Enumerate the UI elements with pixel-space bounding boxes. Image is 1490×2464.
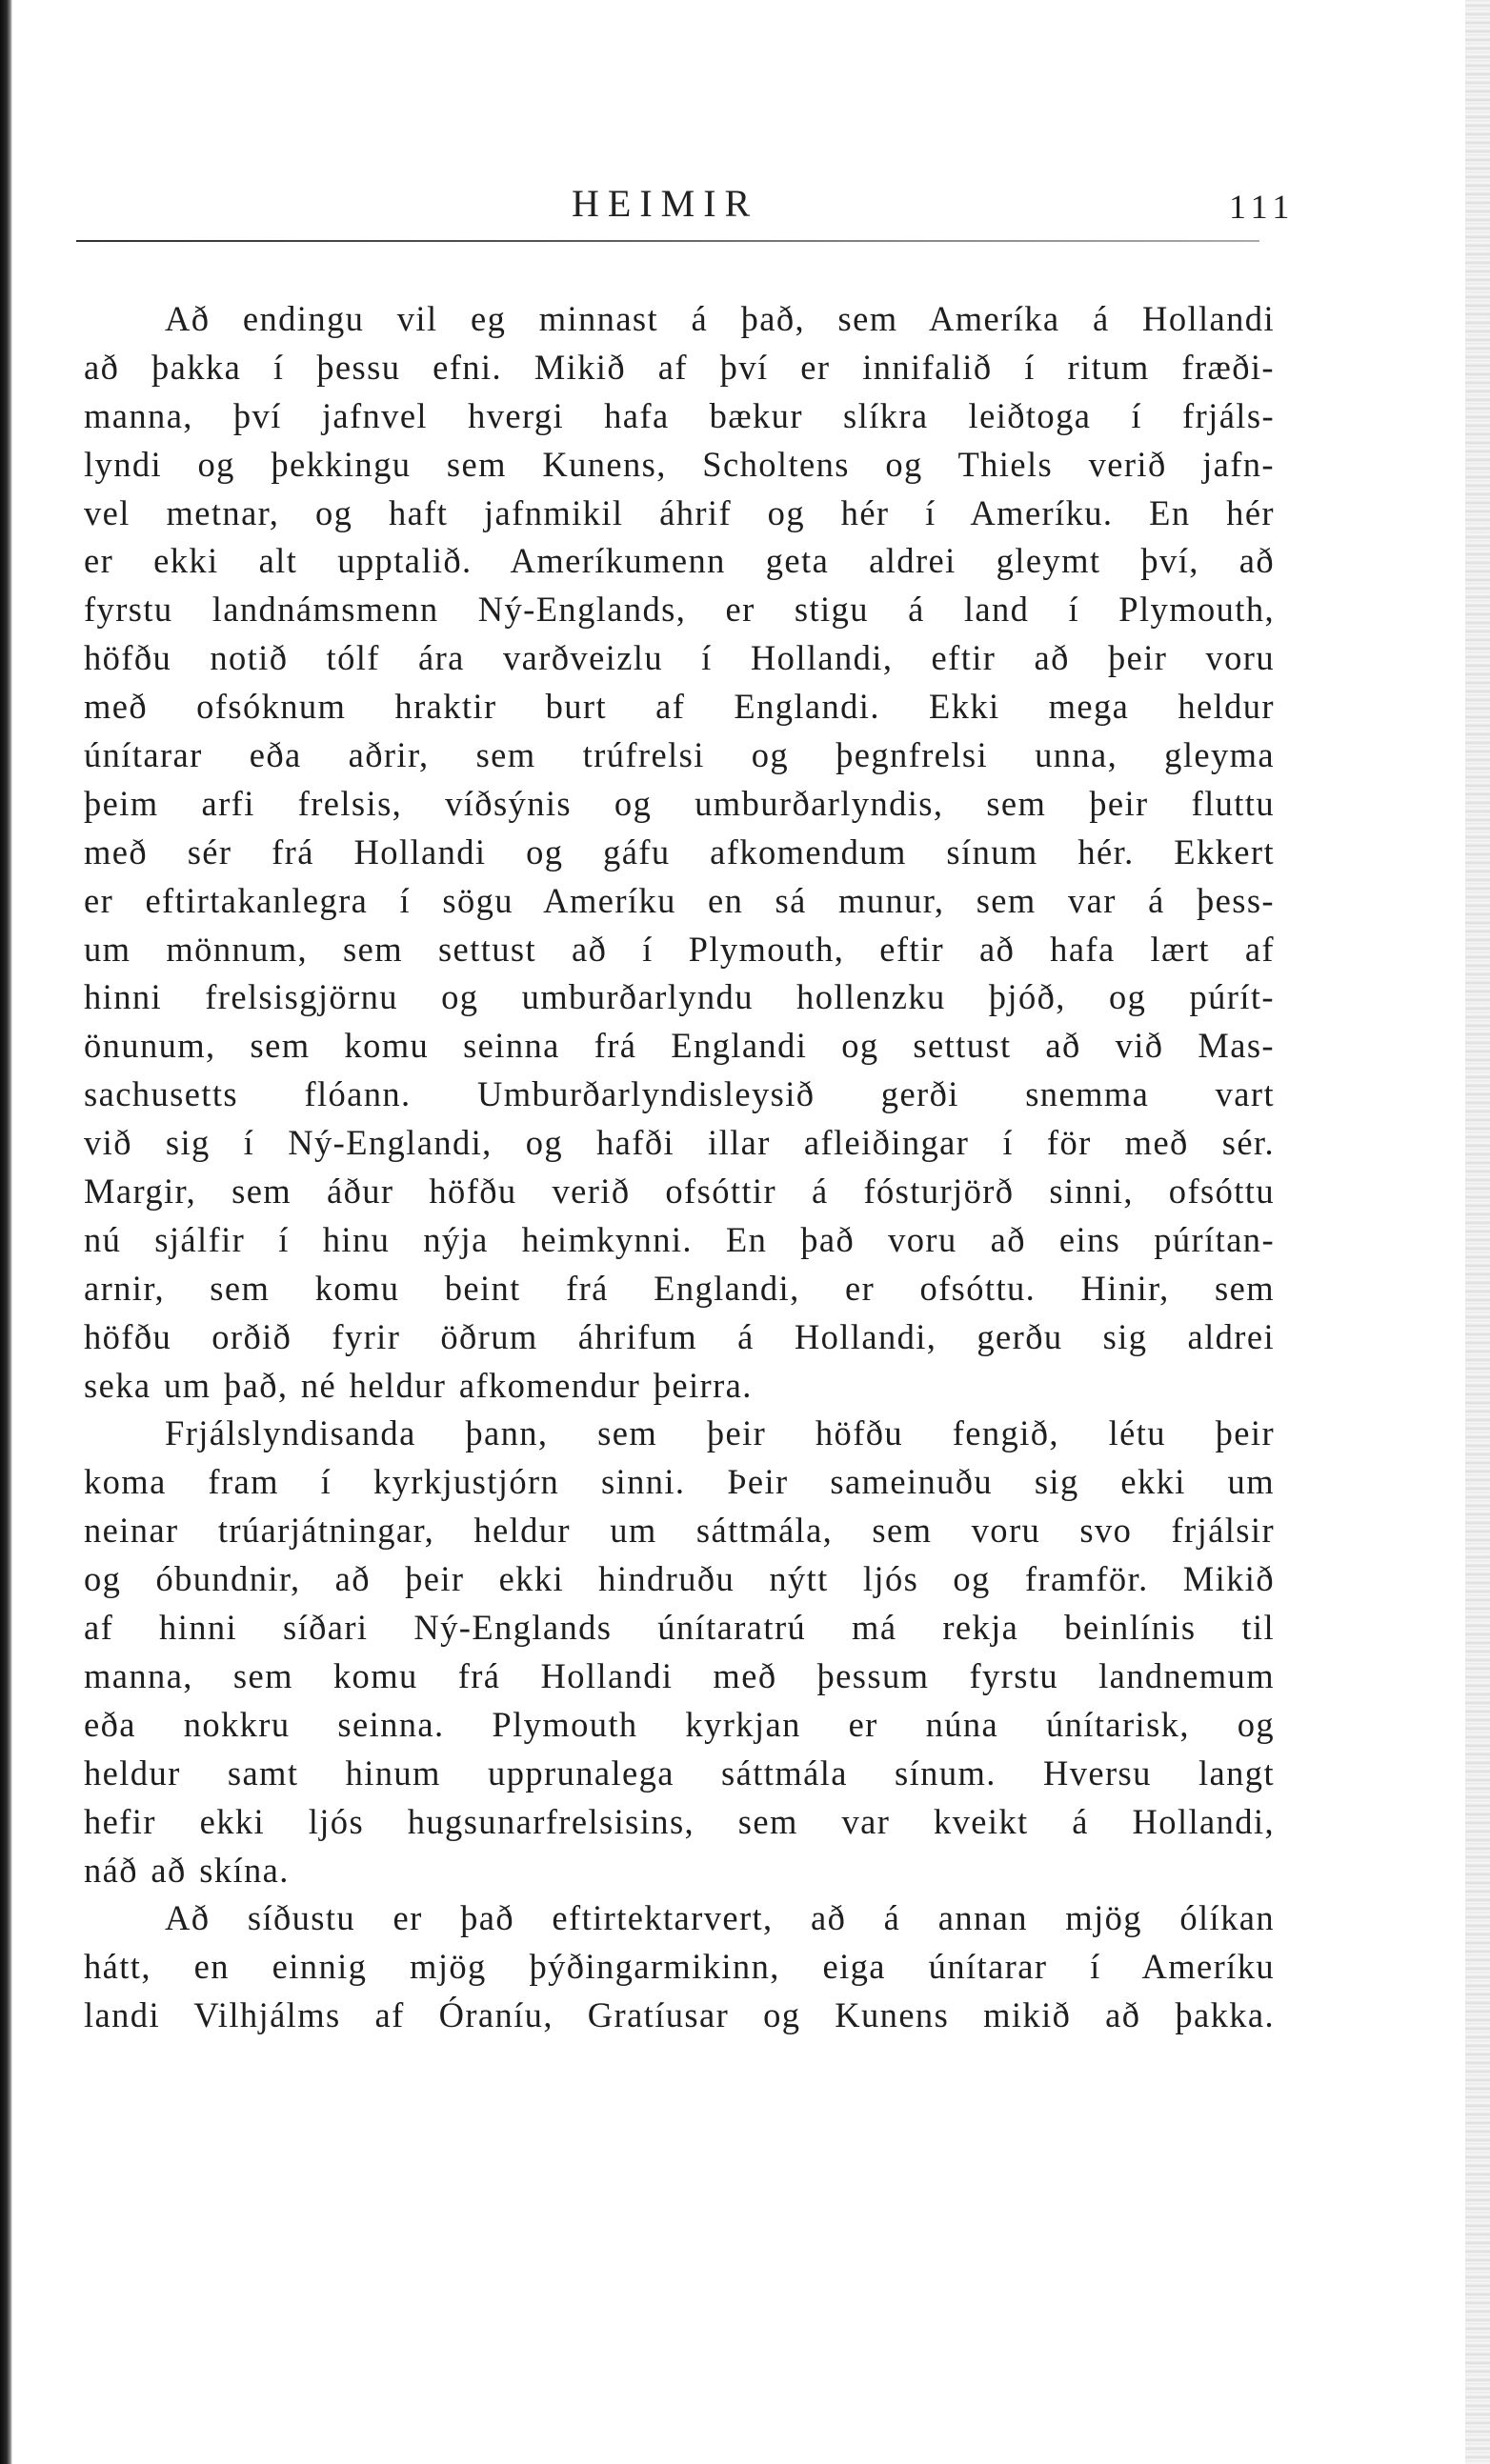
text-line: höfðu notið tólf ára varðveizlu í Hollandi, eftir að þeir voru xyxy=(84,638,1275,678)
running-title: HEIMIR xyxy=(572,182,759,225)
text-line: hefir ekki ljós hugsunarfrelsisins, sem var kveikt á Hollandi, xyxy=(84,1801,1275,1841)
text-line: manna, því jafnvel hvergi hafa bækur slíkra leiðtoga í frjáls- xyxy=(84,395,1275,435)
text-line: með sér frá Hollandi og gáfu afkomendum sínum hér. Ekkert xyxy=(84,831,1275,871)
text-line: höfðu orðið fyrir öðrum áhrifum á Hollandi, gerðu sig aldrei xyxy=(84,1316,1275,1356)
text-line: landi Vilhjálms af Óraníu, Gratíusar og Kunens mikið að þakka. xyxy=(84,1995,1275,2035)
text-line: lyndi og þekkingu sem Kunens, Scholtens og Thiels verið jafn- xyxy=(84,444,1275,484)
text-line: er eftirtakanlegra í sögu Ameríku en sá munur, sem var á þess- xyxy=(84,880,1275,920)
text-line: við sig í Ný-Englandi, og hafði illar afleiðingar í för með sér. xyxy=(84,1123,1275,1163)
text-line: hátt, en einnig mjög þýðingarmikinn, eiga únítarar í Ameríku xyxy=(84,1947,1275,1987)
text-line: Að endingu vil eg minnast á það, sem Ameríka á Hollandi xyxy=(165,299,1275,338)
text-line: önunum, sem komu seinna frá Englandi og settust að við Mas- xyxy=(84,1026,1275,1066)
text-line: að þakka í þessu efni. Mikið af því er innifalið í ritum fræði- xyxy=(84,347,1275,387)
text-line: þeim arfi frelsis, víðsýnis og umburðarlyndis, sem þeir fluttu xyxy=(84,783,1275,823)
paragraph-3 xyxy=(84,1894,1275,2040)
text-line: únítarar eða aðrir, sem trúfrelsi og þegnfrelsi unna, gleyma xyxy=(84,735,1275,775)
text-line: arnir, sem komu beint frá Englandi, er ofsóttu. Hinir, sem xyxy=(84,1268,1275,1308)
text-line: sachusetts flóann. Umburðarlyndisleysið gerði snemma vart xyxy=(84,1074,1275,1114)
text-line: náð að skína. xyxy=(84,1850,290,1890)
text-line: Margir, sem áður höfðu verið ofsóttir á fósturjörð sinni, ofsóttu xyxy=(84,1172,1275,1212)
text-line: og óbundnir, að þeir ekki hindruðu nýtt ljós og framför. Mikið xyxy=(84,1559,1275,1599)
text-line: nú sjálfir í hinu nýja heimkynni. En það voru að eins púrítan- xyxy=(84,1219,1275,1259)
header-rule xyxy=(76,240,1259,242)
text-line: hinni frelsisgjörnu og umburðarlyndu hollenzku þjóð, og púrít- xyxy=(84,977,1275,1017)
text-line: fyrstu landnámsmenn Ný-Englands, er stigu á land í Plymouth, xyxy=(84,590,1275,630)
page-header xyxy=(0,181,1490,238)
text-line: um mönnum, sem settust að í Plymouth, eftir að hafa lært af xyxy=(84,929,1275,969)
text-line: er ekki alt upptalið. Ameríkumenn geta aldrei gleymt því, að xyxy=(84,541,1275,581)
text-line: af hinni síðari Ný-Englands únítaratrú má rekja beinlínis til xyxy=(84,1608,1275,1648)
body-text xyxy=(84,295,1275,2040)
text-line: seka um það, né heldur afkomendur þeirra. xyxy=(84,1365,753,1405)
paragraph-2 xyxy=(84,1410,1275,1894)
text-line: manna, sem komu frá Hollandi með þessum fyrstu landnemum xyxy=(84,1655,1275,1695)
text-line: Að síðustu er það eftirtektarvert, að á annan mjög ólíkan xyxy=(165,1898,1275,1938)
page-left-shadow xyxy=(0,0,12,2464)
page-number: 111 xyxy=(1229,188,1296,226)
text-line: heldur samt hinum upprunalega sáttmála sínum. Hversu langt xyxy=(84,1753,1275,1793)
page-right-edge xyxy=(1465,0,1490,2464)
text-line: koma fram í kyrkjustjórn sinni. Þeir sameinuðu sig ekki um xyxy=(84,1462,1275,1502)
text-line: með ofsóknum hraktir burt af Englandi. Ekki mega heldur xyxy=(84,687,1275,727)
text-line: eða nokkru seinna. Plymouth kyrkjan er núna únítarisk, og xyxy=(84,1704,1275,1744)
paragraph-1 xyxy=(84,295,1275,1410)
text-line: Frjálslyndisanda þann, sem þeir höfðu fengið, létu þeir xyxy=(165,1413,1275,1453)
text-line: neinar trúarjátningar, heldur um sáttmála, sem voru svo frjálsir xyxy=(84,1511,1275,1551)
text-line: vel metnar, og haft jafnmikil áhrif og hér í Ameríku. En hér xyxy=(84,492,1275,532)
